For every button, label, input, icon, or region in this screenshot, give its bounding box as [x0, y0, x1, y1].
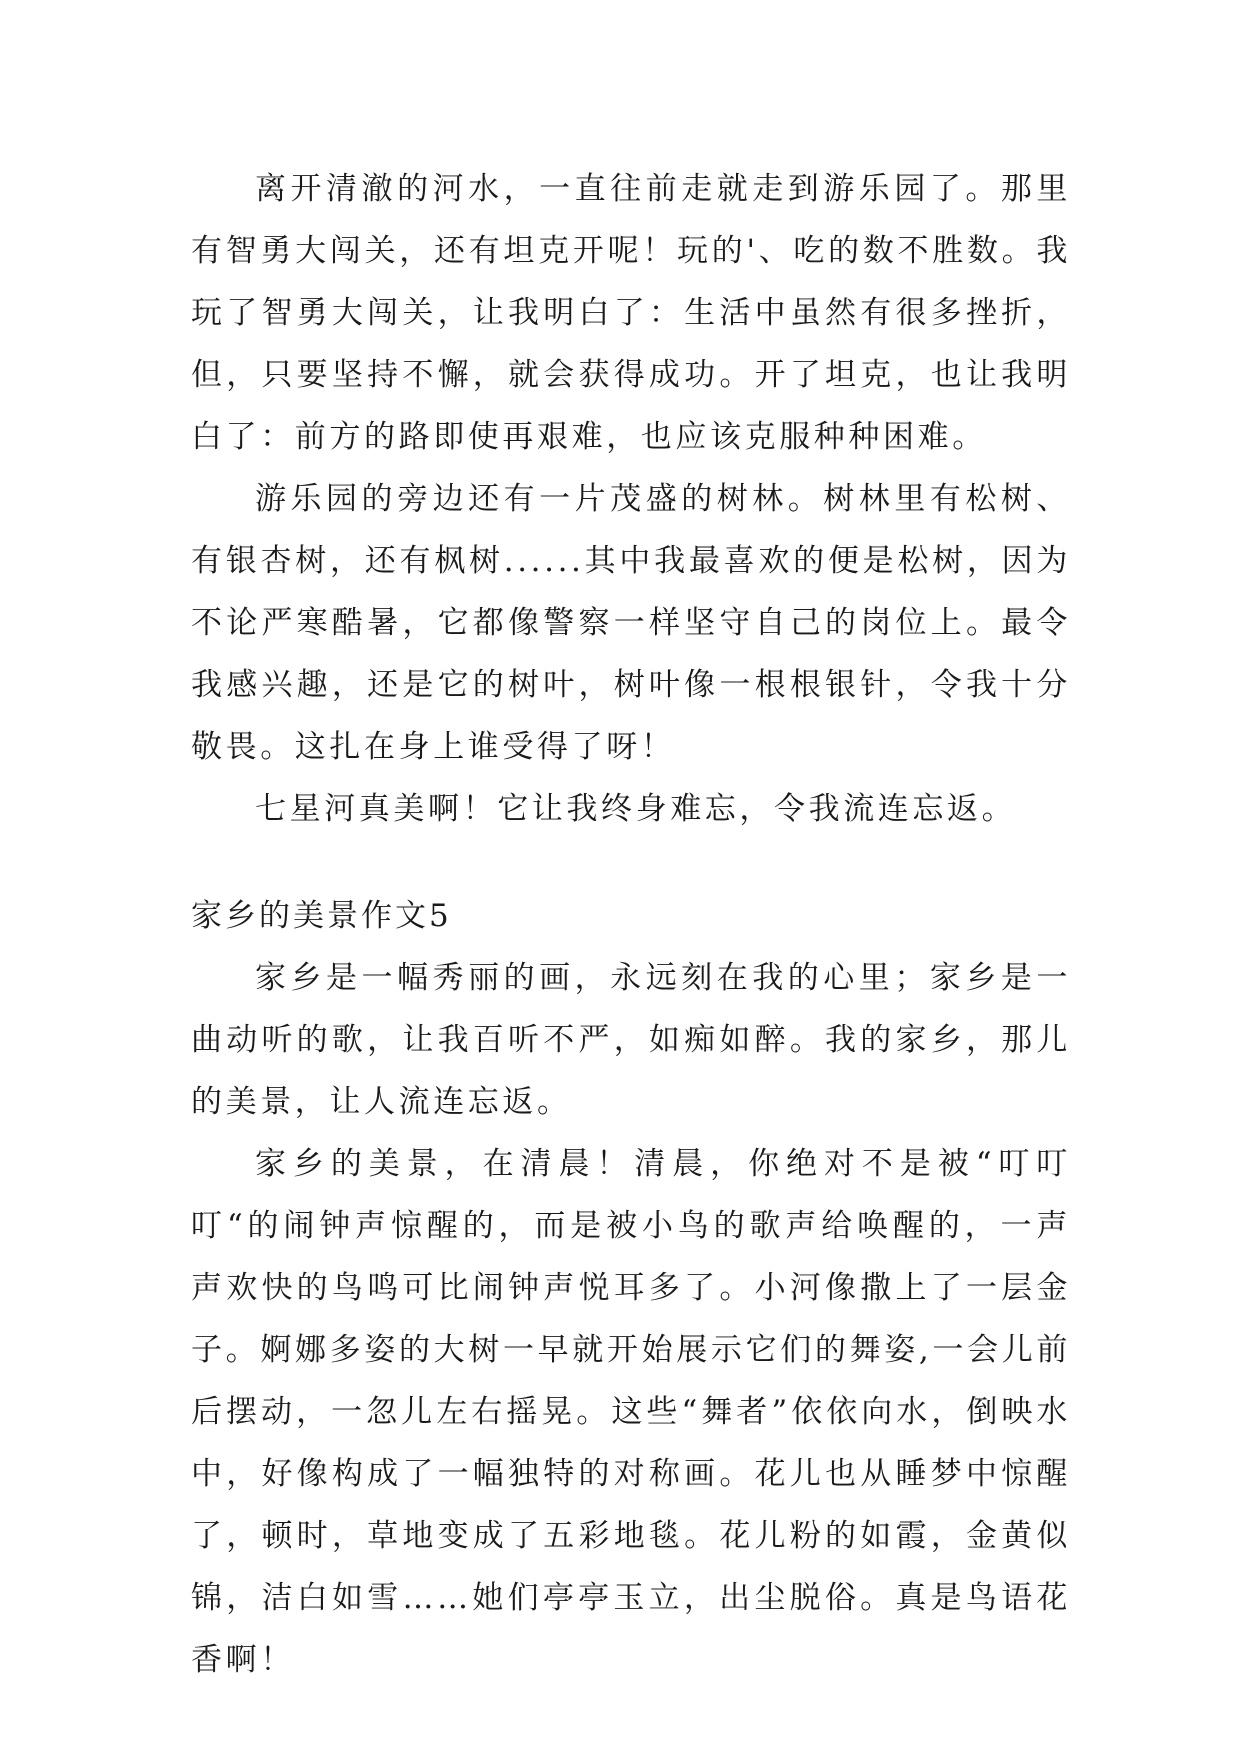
paragraph: 游乐园的旁边还有一片茂盛的树林。树林里有松树、有银杏树，还有枫树......其中我最喜欢的便是松树，因为不论严寒酷暑，它都像警察一样坚守自己的岗位上。最令我感兴趣，还是它的树叶，树叶像一根根银针，令我十分敬畏。这扎在身上谁受得了呀！: [191, 481, 1071, 765]
paragraph: 家乡的美景，在清晨！清晨，你绝对不是被“叮叮叮“的闹钟声惊醒的，而是被小鸟的歌声给唤醒的，一声声欢快的鸟鸣可比闹钟声悦耳多了。小河像撒上了一层金子。婀娜多姿的大树一早就开始展示它们的舞姿,一会儿前后摆动，一忽儿左右摇晃。这些“舞者”依依向水，倒映水中，好像构成了一幅独特的对称画。花儿也从睡梦中惊醒了，顿时，草地变成了五彩地毯。花儿粉的如霞，金黄似锦，洁白如雪……她们亭亭玉立，出尘脱俗。真是鸟语花香啊！: [191, 1146, 1071, 1678]
document-page: [191, 158, 1071, 1691]
section-gap: [191, 840, 1071, 885]
paragraph: 七星河真美啊！它让我终身难忘，令我流连忘返。: [255, 791, 1017, 827]
paragraph: 离开清澈的河水，一直往前走就走到游乐园了。那里有智勇大闯关，还有坦克开呢！玩的'、吃的数不胜数。我玩了智勇大闯关，让我明白了：生活中虽然有很多挫折，但，只要坚持不懈，就会获得成功。开了坦克，也让我明白了：前方的路即使再艰难，也应该克服种种困难。: [191, 171, 1071, 455]
section-heading: 家乡的美景作文5: [191, 898, 452, 934]
paragraph: 家乡是一幅秀丽的画，永远刻在我的心里；家乡是一曲动听的歌，让我百听不严，如痴如醉。我的家乡，那儿的美景，让人流连忘返。: [191, 960, 1071, 1120]
